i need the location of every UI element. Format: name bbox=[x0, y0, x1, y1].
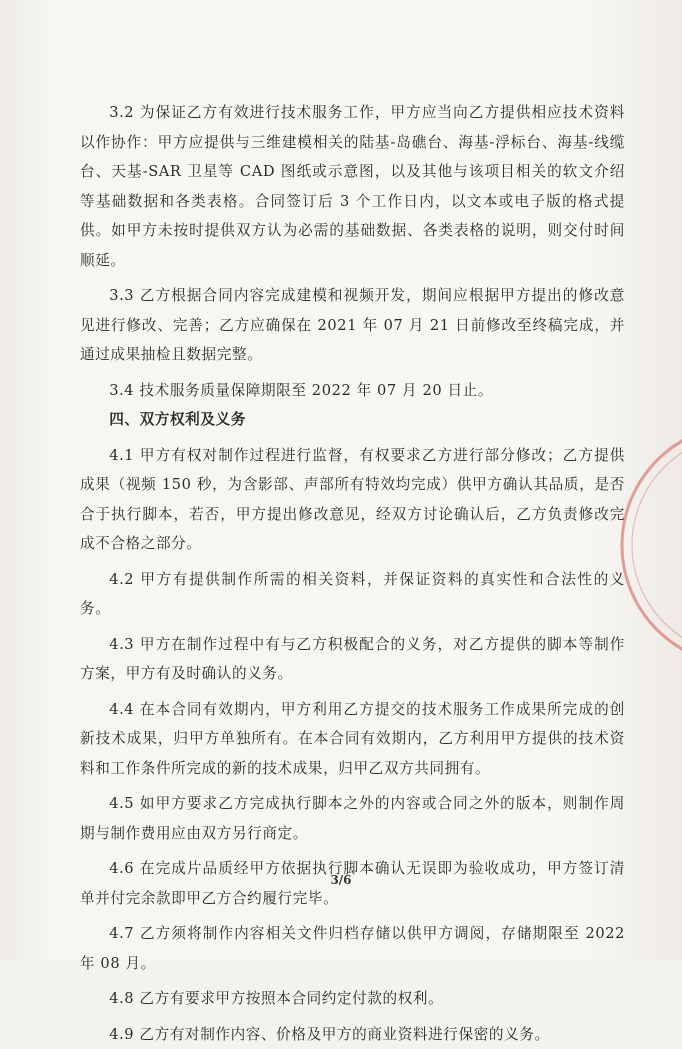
partial-seal-stamp-icon bbox=[592, 395, 682, 695]
paragraph-4-5: 4.5 如甲方要求乙方完成执行脚本之外的内容或合同之外的版本，则制作周期与制作费用应由双方另行商定。 bbox=[80, 789, 625, 848]
section-heading-rights: 四、双方权利及义务 bbox=[80, 405, 625, 435]
paragraph-3-4: 3.4 技术服务质量保障期限至 2022 年 07 月 20 日止。 bbox=[80, 376, 625, 406]
paragraph-4-6: 4.6 在完成片品质经甲方依据执行脚本确认无误即为验收成功，甲方签订清单并付完余款即甲乙方合约履行完毕。 bbox=[80, 854, 625, 913]
paragraph-3-2: 3.2 为保证乙方有效进行技术服务工作，甲方应当向乙方提供相应技术资料以作协作：甲方应提供与三维建模相关的陆基-岛礁台、海基-浮标台、海基-线缆台、天基-SAR 卫星等 CAD 图纸或示意图，以及其他与该项目相关的软文介绍等基础数据和各类表格。合同签订后 3 个工作日内，以文本或电子版的格式提供。如甲方未按时提供双方认为必需的基础数据、各类表格的说明，则交付时间顺延。 bbox=[80, 98, 625, 275]
paragraph-4-2: 4.2 甲方有提供制作所需的相关资料，并保证资料的真实性和合法性的义务。 bbox=[80, 565, 625, 624]
paragraph-4-4: 4.4 在本合同有效期内，甲方利用乙方提交的技术服务工作成果所完成的创新技术成果，归甲方单独所有。在本合同有效期内，乙方利用甲方提供的技术资料和工作条件所完成的新的技术成果，归甲乙双方共同拥有。 bbox=[80, 695, 625, 784]
paragraph-3-3: 3.3 乙方根据合同内容完成建模和视频开发，期间应根据甲方提出的修改意见进行修改、完善；乙方应确保在 2021 年 07 月 21 日前修改至终稿完成，并通过成果抽检且数据完整。 bbox=[80, 281, 625, 370]
paragraph-4-1: 4.1 甲方有权对制作过程进行监督，有权要求乙方进行部分修改；乙方提供成果（视频 150 秒，为含影部、声部所有特效均完成）供甲方确认其品质，是否合于执行脚本，若否，甲方提出修改意见，经双方讨论确认后，乙方负责修改完成不合格之部分。 bbox=[80, 441, 625, 559]
page-number: 3/6 bbox=[0, 873, 682, 887]
paragraph-4-3: 4.3 甲方在制作过程中有与乙方积极配合的义务，对乙方提供的脚本等制作方案，甲方有及时确认的义务。 bbox=[80, 630, 625, 689]
document-body bbox=[80, 98, 625, 1049]
paragraph-4-7: 4.7 乙方须将制作内容相关文件归档存储以供甲方调阅，存储期限至 2022 年 08 月。 bbox=[80, 919, 625, 978]
paragraph-4-8: 4.8 乙方有要求甲方按照本合同约定付款的权利。 bbox=[80, 984, 625, 1014]
paragraph-4-9: 4.9 乙方有对制作内容、价格及甲方的商业资料进行保密的义务。 bbox=[80, 1020, 625, 1049]
